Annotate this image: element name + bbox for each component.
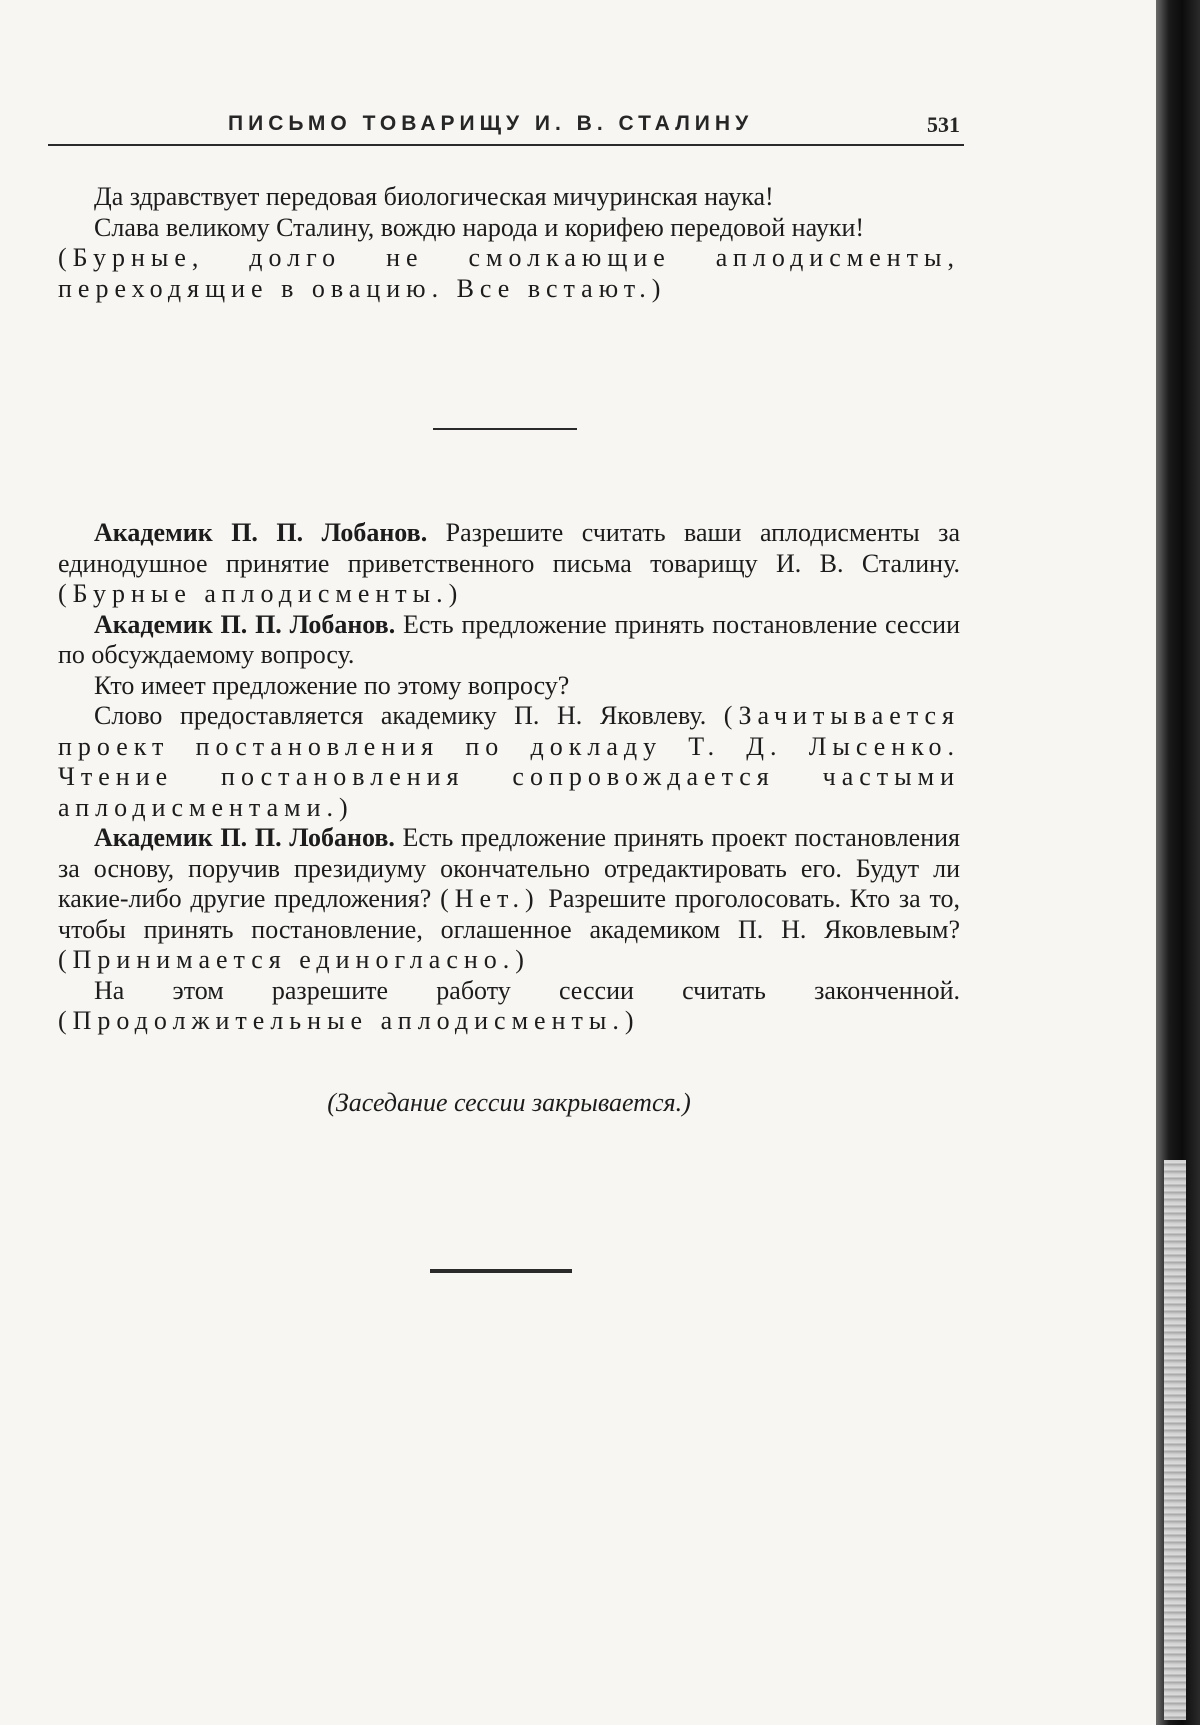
paragraph: [58, 701, 960, 823]
paragraph: Да здравствует передовая биологическая мичуринская наука!: [94, 182, 774, 211]
stage-remark: (Продолжительные аплодисменты.): [58, 1006, 640, 1035]
speaker-name: Академик П. П. Лобанов.: [94, 823, 395, 852]
paragraph: Слава великому Сталину, вождю народа и корифею передовой науки!: [94, 212, 865, 242]
section-divider: [430, 1269, 572, 1273]
stage-remark: (Бурные аплодисменты.): [58, 579, 464, 608]
section-divider: [433, 428, 577, 430]
page-number: 531: [927, 112, 960, 137]
stage-remark: (Зачитывается проект постановления по докладу Т. Д. Лысенко. Чтение постановления сопровождается частыми аплодисментами.): [58, 701, 960, 822]
running-title: ПИСЬМО ТОВАРИЩУ И. В. СТАЛИНУ: [228, 112, 754, 135]
closing-remark: (Заседание сессии закрывается.): [327, 1088, 691, 1117]
stage-remark: (Принимается единогласно.): [58, 945, 530, 974]
paragraph: [58, 518, 960, 610]
speech-text: Слово предоставляется академику П. Н. Яковлеву.: [94, 701, 724, 730]
session-transcript: [58, 518, 960, 1037]
speech-text: Есть предложение принять постановление сессии по обсуждаемому вопросу.: [58, 609, 960, 669]
paragraph: [58, 976, 960, 1037]
stage-remark: (Бурные, долго не смолкающие аплодисменты, переходящие в овацию. Все встают.): [58, 243, 960, 303]
paragraph: Кто имеет предложение по этому вопросу?: [94, 670, 570, 700]
speech-text: Разрешите считать ваши аплодисменты за единодушное принятие приветственного письма товарищу И. В. Сталину.: [58, 518, 960, 578]
page-stack-edge: [1164, 1160, 1186, 1720]
paragraph: [58, 823, 960, 976]
stage-remark: (Нет.): [440, 884, 540, 913]
speech-text: Есть предложение принять проект постановления за основу, поручив президиуму окончательно отредактировать его. Будут ли какие-либо другие предложения?: [58, 823, 960, 913]
speaker-name: Академик П. П. Лобанов.: [94, 518, 428, 547]
letter-ending: [58, 182, 960, 304]
speech-text: На этом разрешите работу сессии считать законченной.: [94, 975, 960, 1005]
speaker-name: Академик П. П. Лобанов.: [94, 609, 396, 639]
running-header: [48, 104, 964, 146]
paragraph: [58, 610, 960, 671]
speech-text: Разрешите проголосовать. Кто за то, чтобы принять постановление, оглашенное академиком П. Н. Яковлевым?: [58, 884, 960, 944]
